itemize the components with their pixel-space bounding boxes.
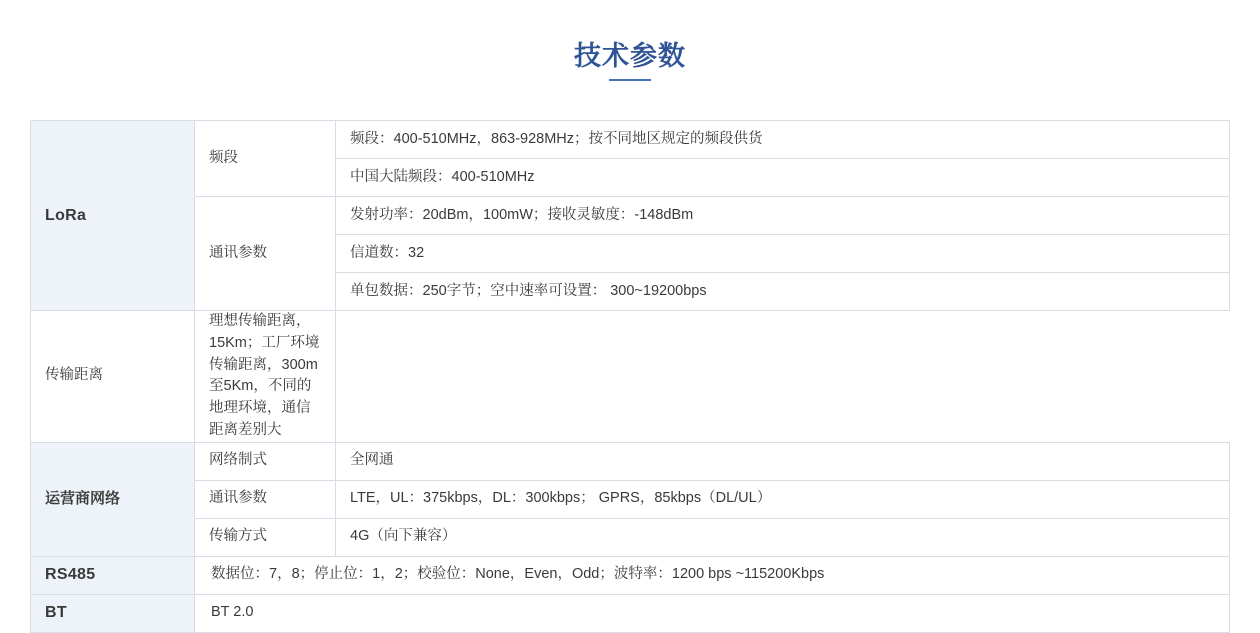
subgroup-cell-network-standard: 网络制式 <box>195 442 336 480</box>
subgroup-cell-comm-params-2: 通讯参数 <box>195 480 336 518</box>
value-cell: 4G（向下兼容） <box>336 518 1230 556</box>
value-cell: 单包数据：250字节；空中速率可设置： 300~19200bps <box>336 273 1230 311</box>
spec-table-container <box>30 120 1230 633</box>
spec-table <box>30 120 1230 633</box>
subgroup-cell-transmission-mode: 传输方式 <box>195 518 336 556</box>
group-cell-bt: BT <box>31 594 195 632</box>
value-cell: 发射功率：20dBm，100mW；接收灵敏度：-148dBm <box>336 197 1230 235</box>
value-cell: BT 2.0 <box>195 594 1230 632</box>
title-container <box>0 0 1260 81</box>
value-cell: 数据位：7，8；停止位：1，2；校验位：None，Even，Odd；波特率：1200 bps ~115200Kbps <box>195 556 1230 594</box>
group-cell-rs485: RS485 <box>31 556 195 594</box>
table-row <box>31 442 1230 480</box>
subgroup-cell-comm-params: 通讯参数 <box>195 197 336 311</box>
table-row <box>31 594 1230 632</box>
value-cell: 全网通 <box>336 442 1230 480</box>
value-cell: 信道数：32 <box>336 235 1230 273</box>
page-title: 技术参数 <box>574 34 686 81</box>
table-row <box>31 480 1230 518</box>
table-row <box>31 197 1230 235</box>
table-row <box>31 311 1230 443</box>
subgroup-cell-band: 频段 <box>195 121 336 197</box>
spec-table-body <box>31 121 1230 633</box>
table-row <box>31 121 1230 159</box>
group-cell-lora: LoRa <box>31 121 195 311</box>
table-row <box>31 518 1230 556</box>
value-cell: 中国大陆频段：400-510MHz <box>336 159 1230 197</box>
value-cell: LTE，UL：375kbps，DL：300kbps； GPRS，85kbps（DL/UL） <box>336 480 1230 518</box>
group-cell-carrier-network: 运营商网络 <box>31 442 195 556</box>
table-row <box>31 556 1230 594</box>
value-cell: 理想传输距离，15Km；工厂环境传输距离，300m至5Km，不同的地理环境，通信距离差别大 <box>195 311 336 443</box>
subgroup-cell-range: 传输距离 <box>31 311 195 443</box>
value-cell: 频段：400-510MHz，863-928MHz；按不同地区规定的频段供货 <box>336 121 1230 159</box>
